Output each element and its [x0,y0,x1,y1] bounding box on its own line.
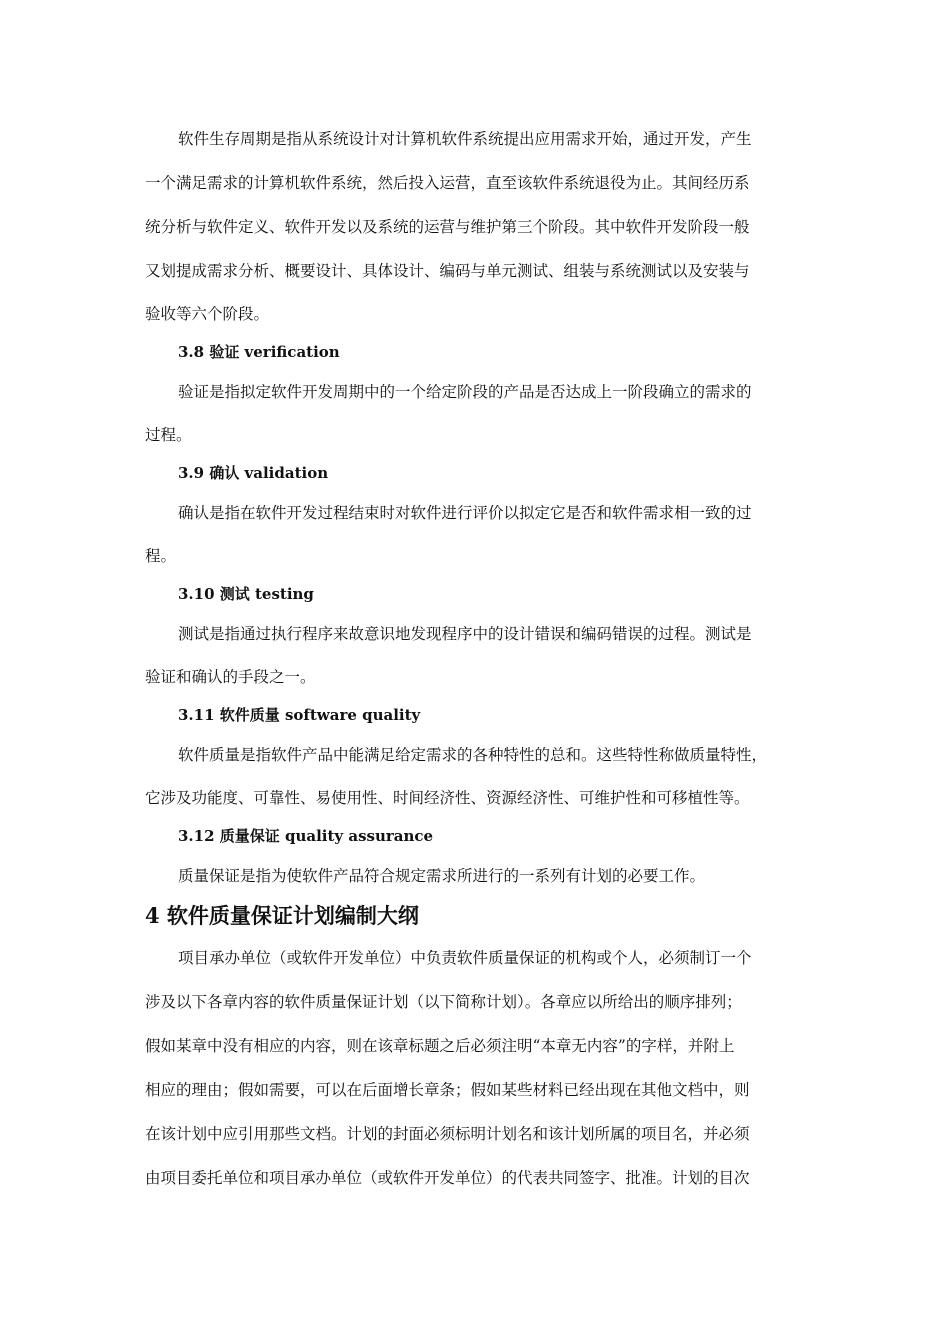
paragraph-line: 一个满足需求的计算机软件系统，然后投入运营，直至该软件系统退役为止。其间经历系 [145,174,750,192]
paragraph-line: 确认是指在软件开发过程结束时对软件进行评价以拟定它是否和软件需求相一致的过 [178,504,752,522]
paragraph-line: 在该计划中应引用那些文档。计划的封面必须标明计划名和该计划所属的项目名，并必须 [145,1125,750,1143]
section-heading-3-9: 3.9 确认 validation [178,464,329,482]
paragraph-line: 验收等六个阶段。 [145,305,270,323]
paragraph-line: 涉及以下各章内容的软件质量保证计划（以下简称计划）。各章应以所给出的顺序排列； [145,993,742,1011]
section-heading-3-12: 3.12 质量保证 quality assurance [178,827,434,845]
paragraph-line: 相应的理由；假如需要，可以在后面增长章条；假如某些材料已经出现在其他文档中，则 [145,1081,750,1099]
paragraph-line: 过程。 [145,426,192,444]
paragraph-line: 测试是指通过执行程序来故意识地发现程序中的设计错误和编码错误的过程。测试是 [178,625,752,643]
paragraph-line: 程。 [145,547,177,565]
paragraph-line: 软件质量是指软件产品中能满足给定需求的各种特性的总和。这些特性称做质量特性， [178,746,768,764]
section-heading-3-8: 3.8 验证 verification [178,343,340,361]
paragraph-line: 假如某章中没有相应的内容，则在该章标题之后必须注明“本章无内容”的字样，并附上 [145,1037,735,1055]
paragraph-line: 它涉及功能度、可靠性、易使用性、时间经济性、资源经济性、可维护性和可移植性等。 [145,789,750,807]
paragraph-line: 统分析与软件定义、软件开发以及系统的运营与维护第三个阶段。其中软件开发阶段一般 [145,218,750,236]
paragraph-line: 项目承办单位（或软件开发单位）中负责软件质量保证的机构或个人，必须制订一个 [178,949,752,967]
section-heading-3-10: 3.10 测试 testing [178,585,314,603]
paragraph-line: 验证是指拟定软件开发周期中的一个给定阶段的产品是否达成上一阶段确立的需求的 [178,383,752,401]
chapter-heading-4: 4 软件质量保证计划编制大纲 [145,903,419,928]
paragraph-line: 软件生存周期是指从系统设计对计算机软件系统提出应用需求开始，通过开发，产生 [178,130,752,148]
paragraph-line: 质量保证是指为使软件产品符合规定需求所进行的一系列有计划的必要工作。 [178,867,706,885]
paragraph-line: 由项目委托单位和项目承办单位（或软件开发单位）的代表共同签字、批准。计划的目次 [145,1169,750,1187]
section-heading-3-11: 3.11 软件质量 software quality [178,706,421,724]
paragraph-line: 又划提成需求分析、概要设计、具体设计、编码与单元测试、组装与系统测试以及安装与 [145,262,750,280]
paragraph-line: 验证和确认的手段之一。 [145,668,316,686]
